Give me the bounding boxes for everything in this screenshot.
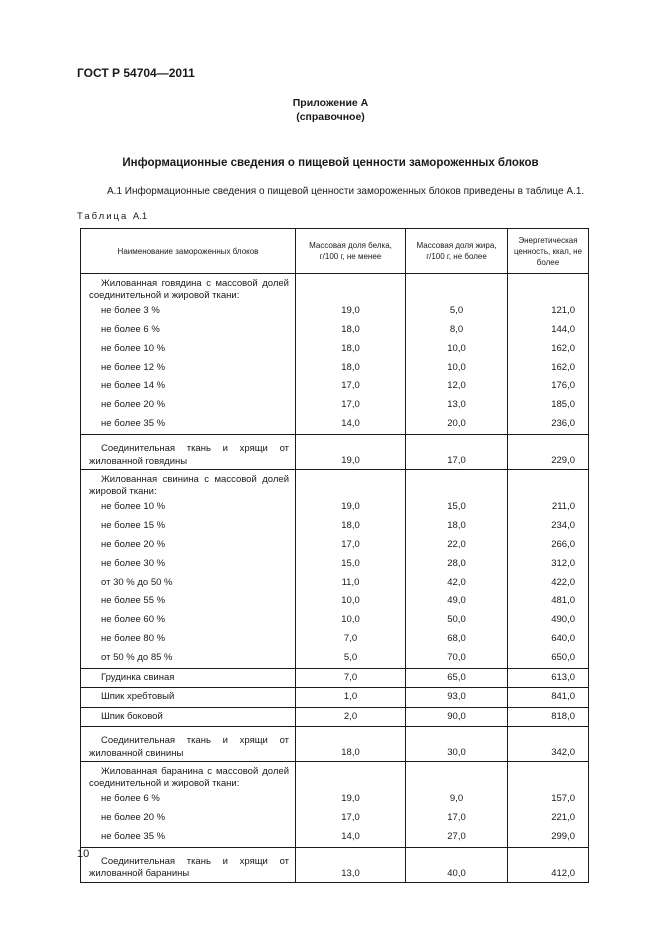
fat-cell: 17,0 bbox=[406, 435, 508, 470]
energy-cell bbox=[508, 274, 589, 435]
table-row bbox=[81, 847, 589, 882]
subrow-name: не более 20 % bbox=[101, 538, 166, 550]
protein-value: 17,0 bbox=[341, 538, 360, 550]
energy-value: 650,0 bbox=[551, 652, 575, 664]
energy-cell bbox=[508, 470, 589, 669]
page-number: 10 bbox=[77, 848, 90, 860]
fat-value: 10,0 bbox=[447, 342, 466, 354]
group-heading: Жилованная свинина с массовой долей жировой ткани: bbox=[89, 474, 289, 497]
energy-values bbox=[508, 789, 575, 847]
energy-value: 490,0 bbox=[551, 614, 575, 626]
fat-value: 49,0 bbox=[447, 595, 466, 607]
fat-cell: 40,0 bbox=[406, 847, 508, 882]
subrow-name: не более 15 % bbox=[101, 519, 166, 531]
energy-value: 422,0 bbox=[551, 576, 575, 588]
subrow-name: не более 30 % bbox=[101, 557, 166, 569]
protein-value: 18,0 bbox=[341, 519, 360, 531]
subrow-name: не более 6 % bbox=[101, 793, 160, 805]
table-group-row bbox=[81, 274, 589, 435]
subrow-names bbox=[81, 497, 295, 668]
table-row bbox=[81, 707, 589, 726]
fat-value: 50,0 bbox=[447, 614, 466, 626]
energy-cell bbox=[508, 762, 589, 848]
subrow-name: не более 35 % bbox=[101, 830, 166, 842]
energy-value: 162,0 bbox=[551, 361, 575, 373]
fat-value: 68,0 bbox=[447, 633, 466, 645]
group-heading: Жилованная говядина с массовой долей соединительной и жировой ткани: bbox=[89, 278, 289, 301]
subrow-name: не более 55 % bbox=[101, 595, 166, 607]
subrow-name: не более 20 % bbox=[101, 399, 166, 411]
protein-value: 5,0 bbox=[343, 652, 358, 664]
group-name-cell bbox=[81, 762, 296, 848]
subrow-name: не более 6 % bbox=[101, 323, 160, 335]
energy-value: 234,0 bbox=[551, 519, 575, 531]
protein-cell: 7,0 bbox=[296, 669, 406, 688]
header-fat: Массовая доля жира, г/100 г, не более bbox=[406, 229, 508, 274]
subrow-names bbox=[81, 301, 295, 434]
fat-cell: 65,0 bbox=[406, 669, 508, 688]
row-name-cell: Шпик хребтовый bbox=[81, 688, 296, 707]
table-label-word: Таблица bbox=[77, 211, 129, 222]
energy-value: 144,0 bbox=[551, 323, 575, 335]
protein-value: 7,0 bbox=[343, 633, 358, 645]
energy-value: 162,0 bbox=[551, 342, 575, 354]
protein-value: 18,0 bbox=[341, 342, 360, 354]
appendix-heading bbox=[0, 96, 661, 124]
fat-value: 5,0 bbox=[449, 304, 464, 316]
energy-value: 221,0 bbox=[551, 812, 575, 824]
fat-value: 17,0 bbox=[447, 812, 466, 824]
fat-cell bbox=[406, 762, 508, 848]
fat-values bbox=[406, 301, 507, 434]
fat-value: 22,0 bbox=[447, 538, 466, 550]
fat-value: 18,0 bbox=[447, 519, 466, 531]
table-row bbox=[81, 435, 589, 470]
fat-value: 28,0 bbox=[447, 557, 466, 569]
energy-value: 640,0 bbox=[551, 633, 575, 645]
protein-value: 18,0 bbox=[341, 361, 360, 373]
subrow-name: от 30 % до 50 % bbox=[101, 576, 173, 588]
energy-value: 236,0 bbox=[551, 418, 575, 430]
energy-cell: 613,0 bbox=[508, 669, 589, 688]
header-energy: Энергетическая ценность, ккал, не более bbox=[508, 229, 589, 274]
table-group-row bbox=[81, 762, 589, 848]
table-row bbox=[81, 669, 589, 688]
energy-value: 176,0 bbox=[551, 380, 575, 392]
protein-cell bbox=[296, 470, 406, 669]
fat-cell: 30,0 bbox=[406, 727, 508, 762]
protein-cell bbox=[296, 274, 406, 435]
protein-cell: 13,0 bbox=[296, 847, 406, 882]
energy-cell: 841,0 bbox=[508, 688, 589, 707]
protein-cell: 18,0 bbox=[296, 727, 406, 762]
protein-value: 19,0 bbox=[341, 793, 360, 805]
protein-cell: 19,0 bbox=[296, 435, 406, 470]
protein-cell: 1,0 bbox=[296, 688, 406, 707]
protein-value: 14,0 bbox=[341, 418, 360, 430]
row-name-cell: Соединительная ткань и хрящи от жилованной баранины bbox=[81, 847, 296, 882]
fat-value: 9,0 bbox=[449, 793, 464, 805]
protein-cell bbox=[296, 762, 406, 848]
subrow-name: не более 10 % bbox=[101, 501, 166, 513]
energy-value: 299,0 bbox=[551, 830, 575, 842]
subrow-name: не более 35 % bbox=[101, 418, 166, 430]
fat-value: 70,0 bbox=[447, 652, 466, 664]
table-body bbox=[81, 274, 589, 883]
table-row bbox=[81, 727, 589, 762]
appendix-subtitle: (справочное) bbox=[296, 111, 365, 123]
energy-value: 157,0 bbox=[551, 793, 575, 805]
intro-paragraph: А.1 Информационные сведения о пищевой ценности замороженных блоков приведены в таблице А.1. bbox=[107, 186, 585, 197]
protein-values bbox=[296, 301, 405, 434]
standard-designation: ГОСТ Р 54704—2011 bbox=[77, 66, 195, 80]
protein-value: 17,0 bbox=[341, 380, 360, 392]
fat-cell: 90,0 bbox=[406, 707, 508, 726]
subrow-names bbox=[81, 789, 295, 847]
subrow-name: от 50 % до 85 % bbox=[101, 652, 173, 664]
protein-value: 17,0 bbox=[341, 399, 360, 411]
nutrition-table bbox=[80, 228, 589, 883]
protein-value: 19,0 bbox=[341, 304, 360, 316]
energy-value: 211,0 bbox=[551, 501, 575, 513]
fat-value: 12,0 bbox=[447, 380, 466, 392]
subrow-name: не более 12 % bbox=[101, 361, 166, 373]
fat-value: 20,0 bbox=[447, 418, 466, 430]
row-name-cell: Соединительная ткань и хрящи от жилованной свинины bbox=[81, 727, 296, 762]
energy-value: 121,0 bbox=[551, 304, 575, 316]
table-header-row bbox=[81, 229, 589, 274]
section-title: Информационные сведения о пищевой ценности замороженных блоков bbox=[122, 157, 539, 169]
group-heading: Жилованная баранина с массовой долей соединительной и жировой ткани: bbox=[89, 766, 289, 789]
subrow-name: не более 60 % bbox=[101, 614, 166, 626]
header-name: Наименование замороженных блоков bbox=[81, 229, 296, 274]
protein-value: 18,0 bbox=[341, 323, 360, 335]
appendix-title: Приложение А bbox=[292, 97, 369, 109]
subrow-name: не более 80 % bbox=[101, 633, 166, 645]
subrow-name: не более 14 % bbox=[101, 380, 166, 392]
fat-value: 13,0 bbox=[447, 399, 466, 411]
energy-value: 312,0 bbox=[551, 557, 575, 569]
protein-value: 15,0 bbox=[341, 557, 360, 569]
table-label bbox=[77, 211, 147, 222]
fat-values bbox=[406, 789, 507, 847]
row-name-cell: Соединительная ткань и хрящи от жилованной говядины bbox=[81, 435, 296, 470]
group-name-cell bbox=[81, 274, 296, 435]
fat-values bbox=[406, 497, 507, 668]
energy-value: 185,0 bbox=[551, 399, 575, 411]
header-protein: Массовая доля белка, г/100 г, не менее bbox=[296, 229, 406, 274]
table-group-row bbox=[81, 470, 589, 669]
protein-value: 10,0 bbox=[341, 595, 360, 607]
energy-value: 266,0 bbox=[551, 538, 575, 550]
fat-cell bbox=[406, 274, 508, 435]
row-name-cell: Грудинка свиная bbox=[81, 669, 296, 688]
fat-value: 27,0 bbox=[447, 830, 466, 842]
subrow-name: не более 3 % bbox=[101, 304, 160, 316]
energy-cell: 818,0 bbox=[508, 707, 589, 726]
row-name-cell: Шпик боковой bbox=[81, 707, 296, 726]
subrow-name: не более 20 % bbox=[101, 812, 166, 824]
fat-cell bbox=[406, 470, 508, 669]
fat-value: 15,0 bbox=[447, 501, 466, 513]
protein-value: 17,0 bbox=[341, 812, 360, 824]
energy-value: 481,0 bbox=[551, 595, 575, 607]
fat-cell: 93,0 bbox=[406, 688, 508, 707]
protein-values bbox=[296, 789, 405, 847]
energy-cell: 342,0 bbox=[508, 727, 589, 762]
protein-value: 11,0 bbox=[341, 576, 360, 588]
subrow-name: не более 10 % bbox=[101, 342, 166, 354]
group-name-cell bbox=[81, 470, 296, 669]
protein-value: 14,0 bbox=[341, 830, 360, 842]
protein-values bbox=[296, 497, 405, 668]
protein-value: 10,0 bbox=[341, 614, 360, 626]
table-label-number: А.1 bbox=[132, 211, 148, 222]
protein-cell: 2,0 bbox=[296, 707, 406, 726]
energy-cell: 412,0 bbox=[508, 847, 589, 882]
table-row bbox=[81, 688, 589, 707]
fat-value: 42,0 bbox=[447, 576, 466, 588]
fat-value: 8,0 bbox=[449, 323, 464, 335]
energy-values bbox=[508, 497, 575, 668]
protein-value: 19,0 bbox=[341, 501, 360, 513]
energy-values bbox=[508, 301, 575, 434]
energy-cell: 229,0 bbox=[508, 435, 589, 470]
fat-value: 10,0 bbox=[447, 361, 466, 373]
